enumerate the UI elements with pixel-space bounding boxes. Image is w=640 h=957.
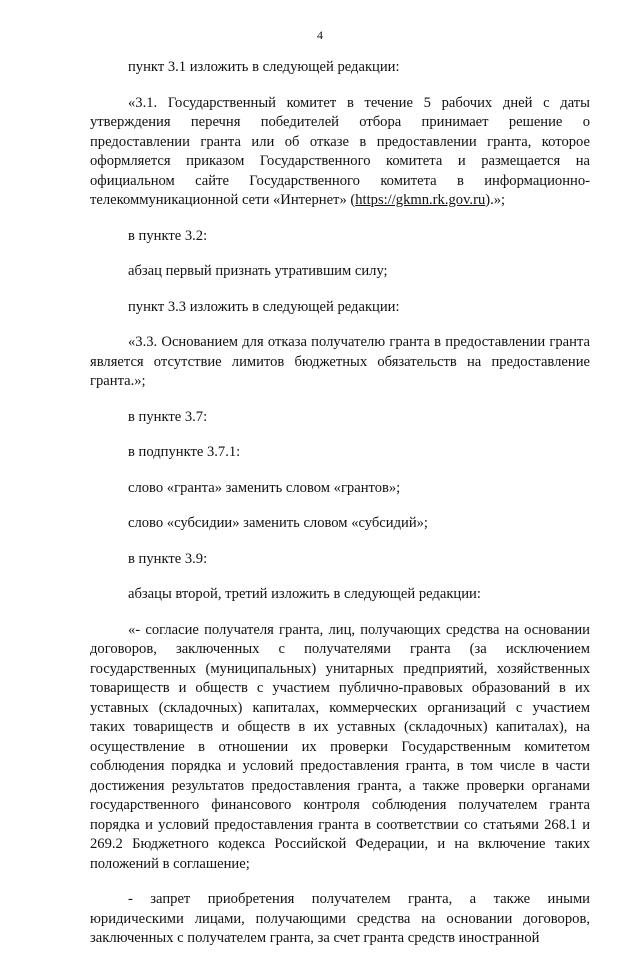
paragraph-point-3-2: в пункте 3.2: xyxy=(128,227,208,244)
paragraph-point-3-9: в пункте 3.9: xyxy=(128,550,208,567)
paragraph-void-first-abzac: абзац первый признать утратившим силу; xyxy=(128,263,388,279)
paragraph-3-1-text xyxy=(90,94,590,211)
paragraph-3-1-text-before: «3.1. Государственный комитет в течение 5 рабочих дней с даты утверждения перечня победителей отбора принимает решение о предоставлении гранта или об отказе в предоставлении гранта, которое оформляется приказом Государственного комитета и размещается на официальном сайте Государственного комитета в информационно-телекоммуникационной сети «Интернет» ( xyxy=(90,94,590,208)
paragraph-3-3-text: «3.3. Основанием для отказа получателю гранта в предоставлении гранта является отсутствие лимитов бюджетных обязательств на предоставление гранта.»; xyxy=(90,334,590,389)
paragraph-subpoint-3-7-1: в подпункте 3.7.1: xyxy=(128,444,241,460)
document-body xyxy=(90,58,590,957)
paragraph-replace-subsidii: слово «субсидии» заменить словом «субсидий»; xyxy=(128,515,428,531)
paragraph-replace-granta: слово «гранта» заменить словом «грантов»; xyxy=(128,479,401,496)
paragraph-amend-3-3: пункт 3.3 изложить в следующей редакции: xyxy=(128,298,400,315)
paragraph-point-3-7: в пункте 3.7: xyxy=(128,408,208,425)
website-link[interactable]: https://gkmn.rk.gov.ru xyxy=(355,192,486,208)
paragraph-amend-3-1: пункт 3.1 изложить в следующей редакции: xyxy=(128,59,400,75)
paragraph-abzacy-intro: абзацы второй, третий изложить в следующей редакции: xyxy=(128,586,481,602)
paragraph-3-1-text-after: ).»; xyxy=(485,192,506,208)
page-number: 4 xyxy=(317,28,323,42)
paragraph-consent: «- согласие получателя гранта, лиц, получающих средства на основании договоров, заключенных с получателями гранта (за исключением государственных (муниципальных) унитарных предприятий, хозяйственных товариществ и обществ с участием публично-правовых образований в их уставных (складочных) капиталах, коммерческих организаций с участием таких товариществ и обществ в их уставных (складочных) капиталах), на осуществление в отношении их проверки Государственным комитетом соблюдения порядка и условий предоставления гранта, в том числе в части достижения результатов предоставления гранта, а также проверки органами государственного финансового контроля соблюдения получателем гранта порядка и условий предоставления гранта в соответствии со статьями 268.1 и 269.2 Бюджетного кодекса Российской Федерации, и на включение таких положений в соглашение; xyxy=(90,621,590,872)
paragraph-prohibition: - запрет приобретения получателем гранта, а также иными юридическими лицами, получающими средства на основании договоров, заключенных с получателем гранта, за счет гранта средств иностранной xyxy=(90,891,590,946)
